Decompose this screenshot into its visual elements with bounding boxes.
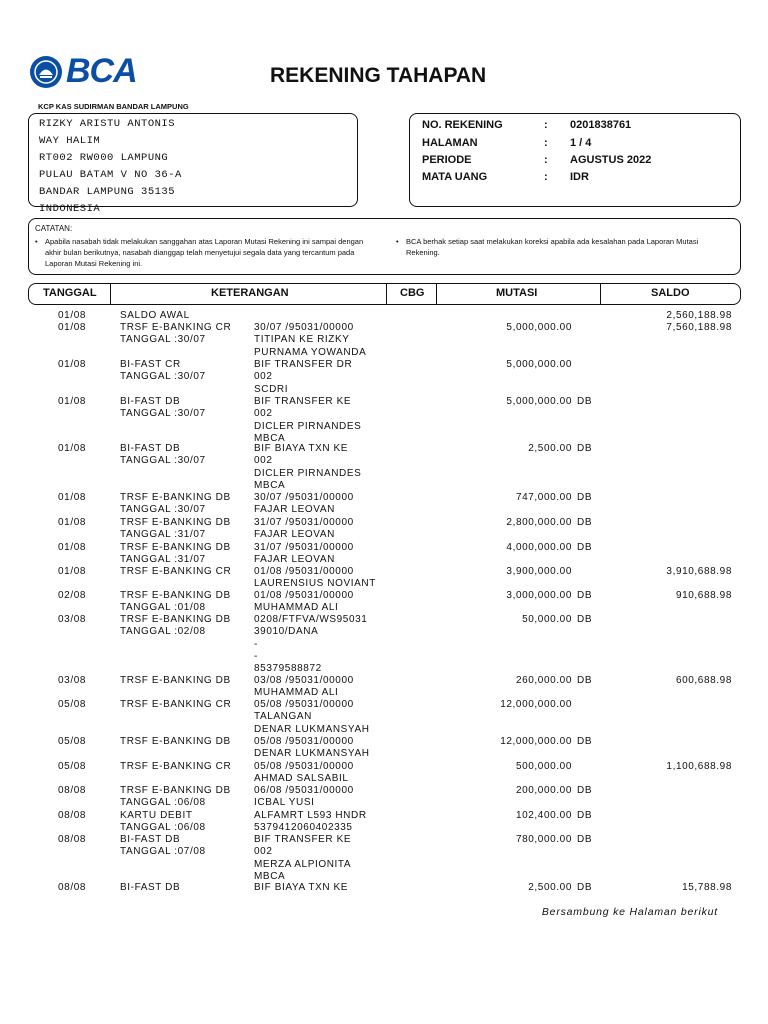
row-detail: TALANGAN (254, 711, 312, 723)
account-label: NO. REKENING (422, 119, 503, 131)
row-detail: 05/08 /95031/00000 (254, 761, 354, 772)
row-detail: 002 (254, 408, 273, 420)
row-detail: 002 (254, 371, 273, 383)
row-mutation: 12,000,000.00 (500, 699, 572, 710)
row-description: TANGGAL :06/08 (120, 822, 206, 834)
row-detail: 39010/DANA (254, 626, 319, 638)
bca-wordmark: BCA (66, 52, 137, 90)
row-detail: MUHAMMAD ALI (254, 687, 339, 699)
row-description: TRSF E-BANKING CR (120, 322, 232, 333)
row-detail: MBCA (254, 870, 286, 882)
row-debit-flag: DB (577, 810, 593, 821)
row-debit-flag: DB (577, 834, 593, 845)
row-debit-flag: DB (577, 396, 593, 407)
row-date: 08/08 (58, 785, 87, 796)
row-detail: ALFAMRT L593 HNDR (254, 810, 367, 821)
page-number: 1 / 4 (570, 137, 592, 149)
row-detail: ICBAL YUSI (254, 797, 315, 809)
page-title: REKENING TAHAPAN (270, 64, 487, 87)
row-detail: BIF TRANSFER DR (254, 359, 353, 370)
row-description: TANGGAL :30/07 (120, 371, 206, 383)
row-date: 01/08 (58, 396, 87, 407)
row-description: KARTU DEBIT (120, 810, 193, 821)
row-description: TRSF E-BANKING CR (120, 566, 232, 577)
row-date: 01/08 (58, 443, 87, 454)
account-colon: : (544, 171, 548, 183)
row-detail: TITIPAN KE RIZKY (254, 334, 350, 346)
row-debit-flag: DB (577, 736, 593, 747)
row-description: TANGGAL :30/07 (120, 504, 206, 516)
period-value: AGUSTUS 2022 (570, 154, 652, 166)
row-date: 03/08 (58, 675, 87, 686)
row-date: 08/08 (58, 882, 87, 893)
row-detail: 03/08 /95031/00000 (254, 675, 354, 686)
row-debit-flag: DB (577, 785, 593, 796)
row-detail: FAJAR LEOVAN (254, 504, 335, 516)
header-keterangan: KETERANGAN (211, 287, 289, 299)
row-detail: BIF TRANSFER KE (254, 834, 352, 845)
row-date: 01/08 (58, 310, 87, 321)
row-debit-flag: DB (577, 542, 593, 553)
row-date: 01/08 (58, 542, 87, 553)
row-mutation: 500,000.00 (515, 761, 572, 772)
row-mutation: 747,000.00 (515, 492, 572, 503)
row-mutation: 5,000,000.00 (506, 322, 572, 333)
row-mutation: 3,000,000.00 (506, 590, 572, 601)
row-description: TRSF E-BANKING CR (120, 699, 232, 710)
table-header (28, 283, 741, 305)
row-detail: 01/08 /95031/00000 (254, 566, 354, 577)
customer-box (28, 113, 358, 215)
row-detail: PURNAMA YOWANDA (254, 346, 367, 358)
row-debit-flag: DB (577, 675, 593, 686)
header-cbg: CBG (400, 287, 425, 299)
row-description: TRSF E-BANKING DB (120, 614, 231, 625)
row-description: TRSF E-BANKING DB (120, 736, 231, 747)
row-date: 01/08 (58, 517, 87, 528)
row-detail: SCDRI (254, 383, 289, 395)
row-description: TRSF E-BANKING DB (120, 517, 231, 528)
row-description: SALDO AWAL (120, 310, 190, 321)
row-detail: MERZA ALPIONITA (254, 858, 352, 870)
row-debit-flag: DB (577, 443, 593, 454)
bca-seal-icon (30, 56, 62, 88)
row-debit-flag: DB (577, 590, 593, 601)
customer-line: RT002 RW000 LAMPUNG (39, 152, 169, 164)
row-date: 05/08 (58, 761, 87, 772)
row-detail: - (254, 650, 258, 662)
account-number: 0201838761 (570, 119, 632, 131)
row-detail: - (254, 638, 258, 650)
row-description: TRSF E-BANKING DB (120, 542, 231, 553)
row-detail: 30/07 /95031/00000 (254, 322, 354, 333)
row-detail: 01/08 /95031/00000 (254, 590, 354, 601)
row-date: 02/08 (58, 590, 87, 601)
header-mutasi: MUTASI (496, 287, 538, 299)
customer-line: WAY HALIM (39, 135, 101, 147)
row-detail: 85379588872 (254, 663, 322, 675)
row-detail: 30/07 /95031/00000 (254, 492, 354, 503)
row-description: TANGGAL :31/07 (120, 554, 206, 566)
row-detail: BIF BIAYA TXN KE (254, 443, 349, 454)
currency-label: MATA UANG (422, 171, 488, 183)
customer-line: RIZKY ARISTU ANTONIS (39, 118, 176, 130)
period-label: PERIODE (422, 154, 472, 166)
row-mutation: 4,000,000.00 (506, 542, 572, 553)
row-date: 08/08 (58, 810, 87, 821)
row-mutation: 102,400.00 (515, 810, 572, 821)
row-mutation: 3,900,000.00 (506, 566, 572, 577)
row-debit-flag: DB (577, 517, 593, 528)
row-debit-flag: DB (577, 882, 593, 893)
row-detail: DICLER PIRNANDES (254, 420, 362, 432)
row-balance: 910,688.98 (675, 590, 732, 601)
row-description: TANGGAL :31/07 (120, 529, 206, 541)
notes-box (28, 218, 741, 275)
row-mutation: 2,500.00 (528, 443, 572, 454)
row-detail: MBCA (254, 432, 286, 444)
row-mutation: 12,000,000.00 (500, 736, 572, 747)
row-balance: 2,560,188.98 (666, 310, 732, 321)
row-detail: DENAR LUKMANSYAH (254, 723, 370, 735)
row-balance: 600,688.98 (675, 675, 732, 686)
row-description: BI-FAST DB (120, 834, 181, 845)
row-detail: MBCA (254, 479, 286, 491)
row-detail: 002 (254, 846, 273, 858)
row-mutation: 5,000,000.00 (506, 396, 572, 407)
notes-heading: CATATAN: (35, 224, 73, 233)
row-balance: 1,100,688.98 (666, 761, 732, 772)
row-description: TANGGAL :07/08 (120, 846, 206, 858)
row-description: TRSF E-BANKING CR (120, 761, 232, 772)
header-saldo: SALDO (651, 287, 690, 299)
page-label: HALAMAN (422, 137, 478, 149)
row-mutation: 50,000.00 (522, 614, 572, 625)
row-description: TANGGAL :30/07 (120, 408, 206, 420)
row-date: 05/08 (58, 736, 87, 747)
row-detail: BIF BIAYA TXN KE (254, 882, 349, 893)
row-debit-flag: DB (577, 492, 593, 503)
row-detail: AHMAD SALSABIL (254, 773, 349, 785)
row-description: BI-FAST DB (120, 882, 181, 893)
row-description: TRSF E-BANKING DB (120, 675, 231, 686)
row-date: 01/08 (58, 359, 87, 370)
row-balance: 7,560,188.98 (666, 322, 732, 333)
row-date: 05/08 (58, 699, 87, 710)
customer-line: PULAU BATAM V NO 36-A (39, 169, 182, 181)
note-left: • Apabila nasabah tidak melakukan sanggahan atas Laporan Mutasi Rekening ini sampai dengan akhir bulan berikutnya, nasabah dianggap telah menyetujui segala data yang tercantum pada Laporan Mutasi Rekening ini. (45, 236, 375, 269)
row-mutation: 260,000.00 (515, 675, 572, 686)
row-mutation: 5,000,000.00 (506, 359, 572, 370)
row-detail: 05/08 /95031/00000 (254, 736, 354, 747)
account-colon: : (544, 154, 548, 166)
row-mutation: 780,000.00 (515, 834, 572, 845)
currency-value: IDR (570, 171, 589, 183)
row-balance: 3,910,688.98 (666, 566, 732, 577)
row-detail: LAURENSIUS NOVIANT (254, 578, 376, 590)
row-description: TANGGAL :30/07 (120, 334, 206, 346)
row-balance: 15,788.98 (682, 882, 732, 893)
row-date: 03/08 (58, 614, 87, 625)
row-detail: MUHAMMAD ALI (254, 602, 339, 614)
row-detail: 31/07 /95031/00000 (254, 542, 354, 553)
branch-name: KCP KAS SUDIRMAN BANDAR LAMPUNG (38, 102, 189, 111)
row-detail: 0208/FTFVA/WS95031 (254, 614, 368, 625)
account-colon: : (544, 119, 548, 131)
row-detail: 05/08 /95031/00000 (254, 699, 354, 710)
row-date: 01/08 (58, 322, 87, 333)
row-detail: BIF TRANSFER KE (254, 396, 352, 407)
customer-line: BANDAR LAMPUNG 35135 (39, 186, 176, 198)
row-mutation: 200,000.00 (515, 785, 572, 796)
row-detail: DENAR LUKMANSYAH (254, 748, 370, 760)
row-description: TANGGAL :06/08 (120, 797, 206, 809)
row-description: BI-FAST DB (120, 396, 181, 407)
account-info-box (409, 113, 741, 207)
row-detail: 06/08 /95031/00000 (254, 785, 354, 796)
note-right: • BCA berhak setiap saat melakukan koreksi apabila ada kesalahan pada Laporan Mutasi Rekening. (406, 236, 734, 258)
row-date: 01/08 (58, 566, 87, 577)
row-description: TRSF E-BANKING DB (120, 590, 231, 601)
row-detail: DICLER PIRNANDES (254, 467, 362, 479)
row-description: BI-FAST CR (120, 359, 181, 370)
account-colon: : (544, 137, 548, 149)
row-date: 08/08 (58, 834, 87, 845)
customer-line: INDONESIA (39, 203, 101, 215)
row-description: TANGGAL :01/08 (120, 602, 206, 614)
row-detail: 5379412060402335 (254, 822, 353, 834)
bca-logo (30, 52, 148, 90)
row-detail: FAJAR LEOVAN (254, 554, 335, 566)
row-mutation: 2,500.00 (528, 882, 572, 893)
row-debit-flag: DB (577, 614, 593, 625)
row-description: TRSF E-BANKING DB (120, 492, 231, 503)
row-date: 01/08 (58, 492, 87, 503)
row-detail: FAJAR LEOVAN (254, 529, 335, 541)
continued-note: Bersambung ke Halaman berikut (541, 906, 718, 918)
row-detail: 002 (254, 455, 273, 467)
row-description: TANGGAL :02/08 (120, 626, 206, 638)
row-description: BI-FAST DB (120, 443, 181, 454)
header-tanggal: TANGGAL (43, 287, 97, 299)
row-description: TANGGAL :30/07 (120, 455, 206, 467)
row-description: TRSF E-BANKING DB (120, 785, 231, 796)
row-mutation: 2,800,000.00 (506, 517, 572, 528)
row-detail: 31/07 /95031/00000 (254, 517, 354, 528)
